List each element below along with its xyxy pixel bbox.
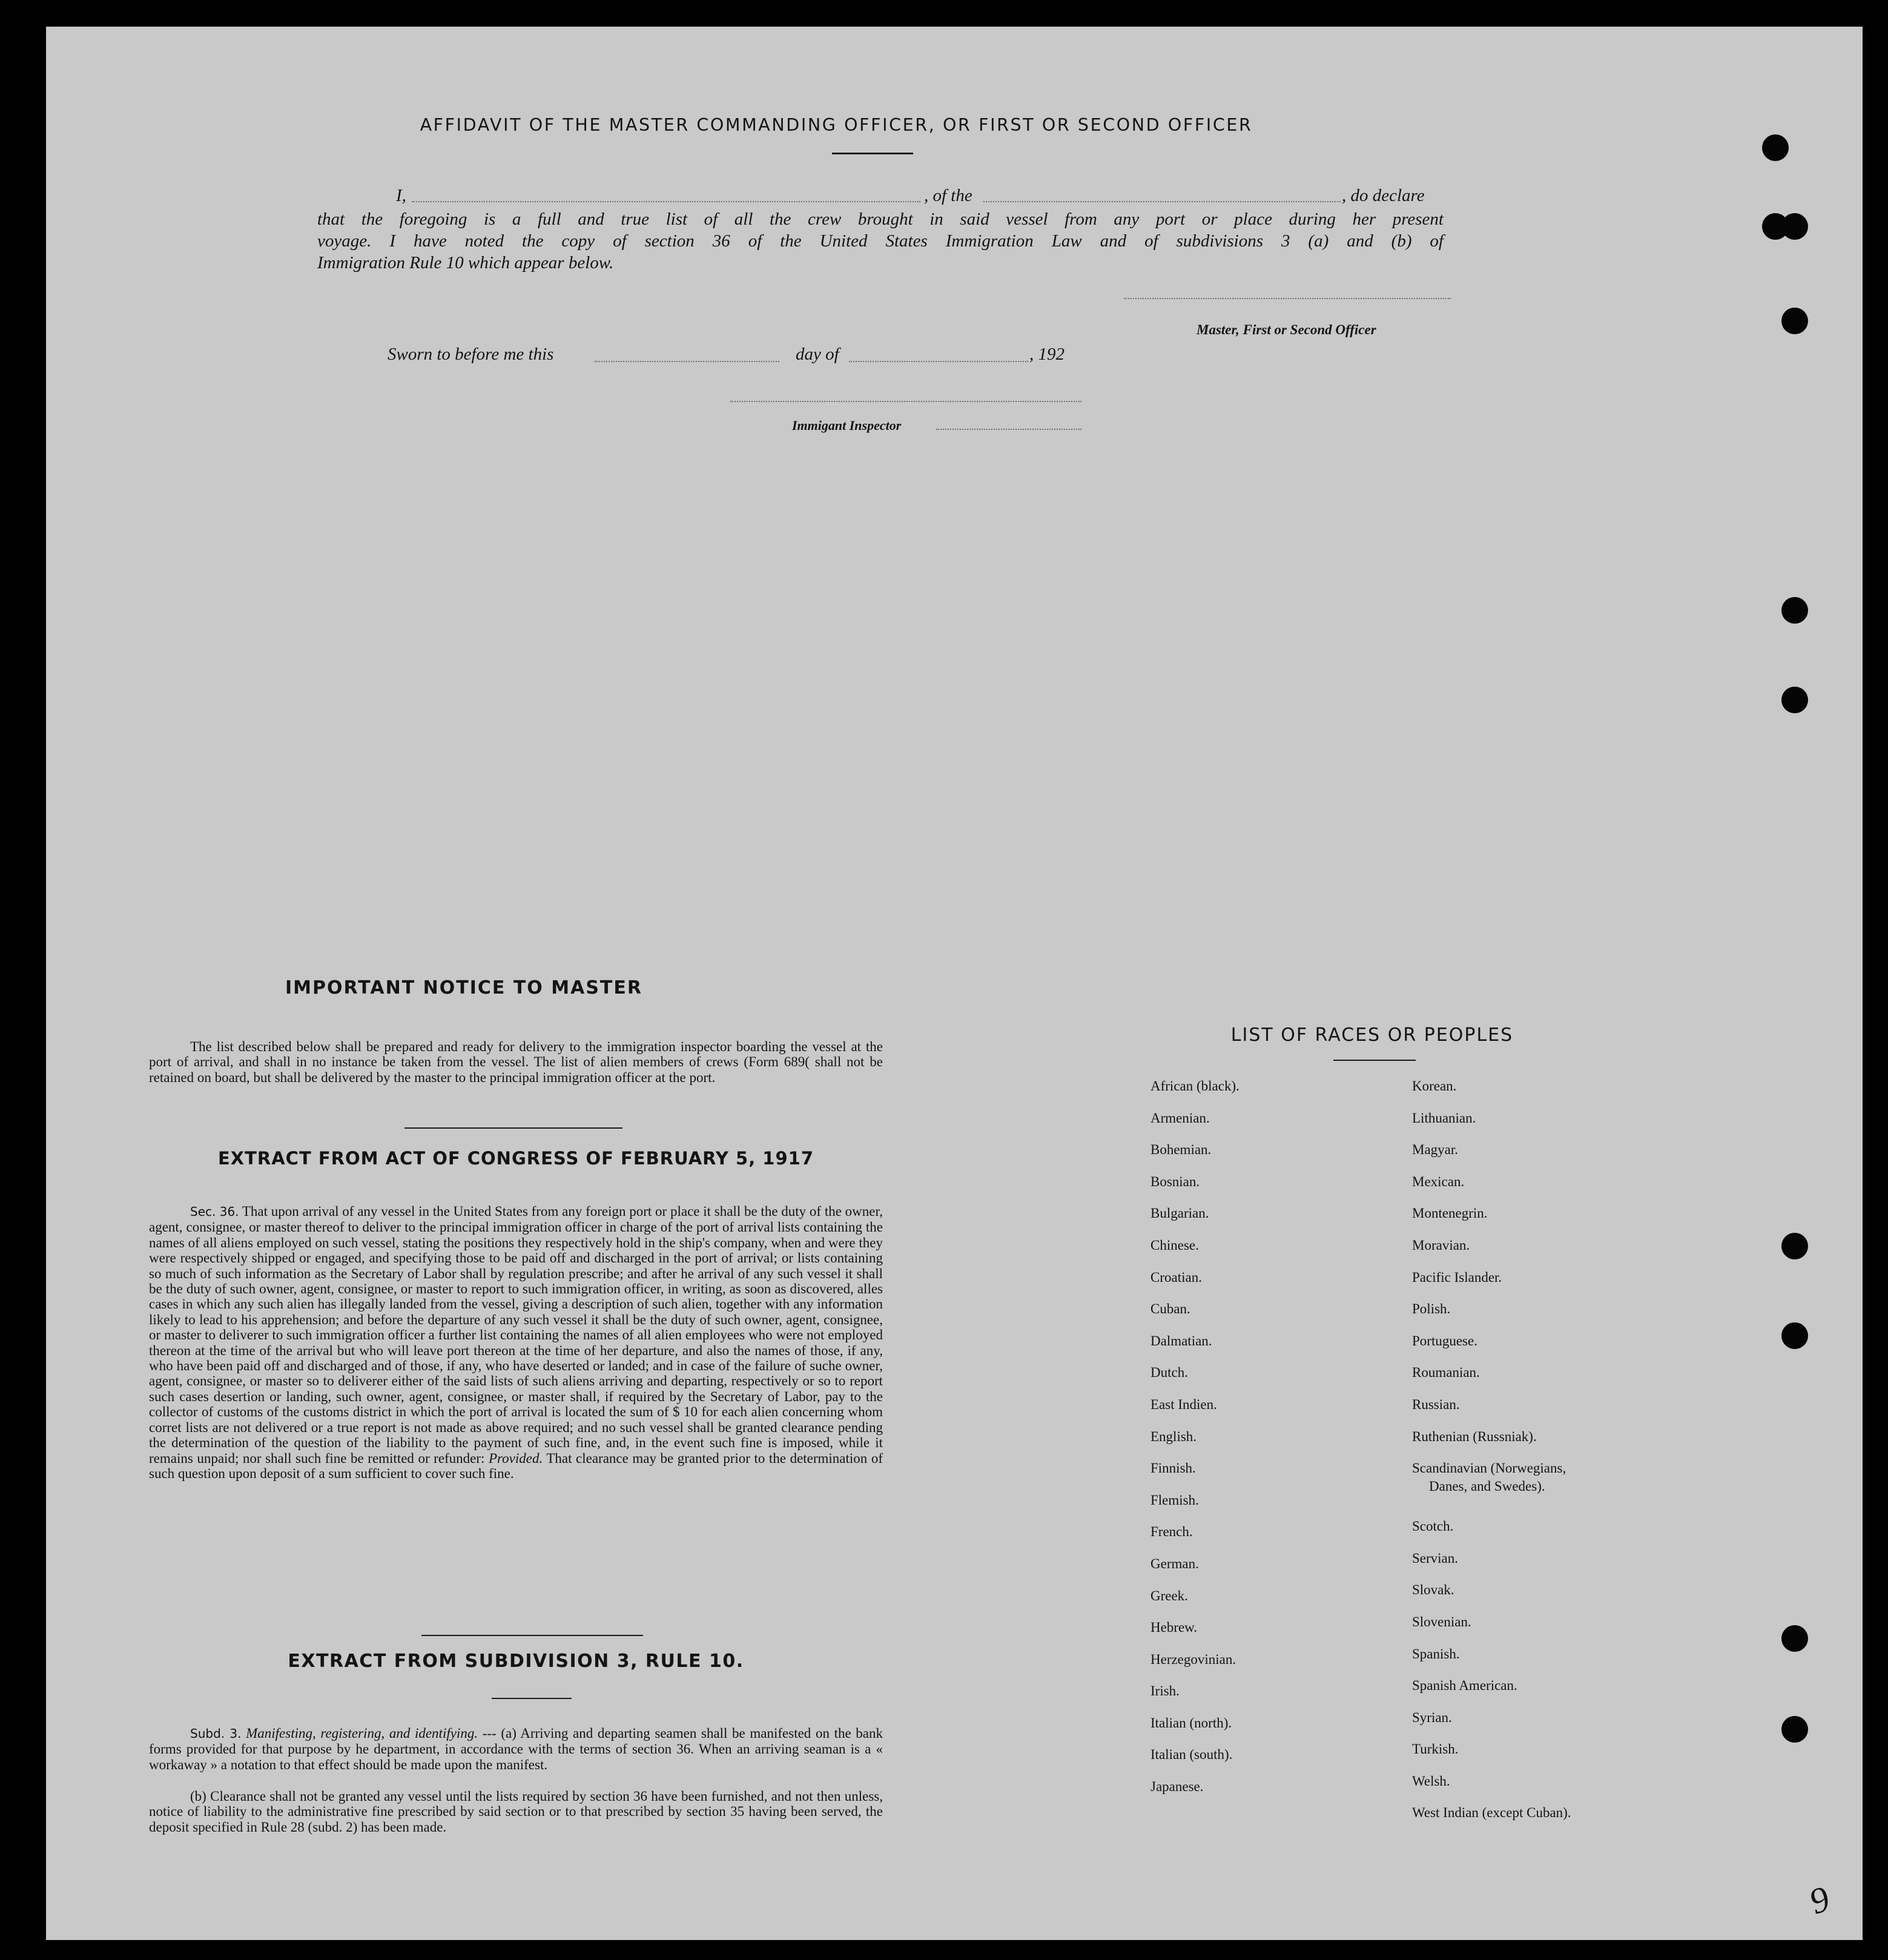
master-signature-label: Master, First or Second Officer bbox=[1197, 322, 1376, 337]
divider bbox=[832, 153, 913, 154]
race-item: Hebrew. bbox=[1150, 1620, 1198, 1635]
race-item: Scandinavian (Norwegians, bbox=[1412, 1460, 1566, 1476]
punch-hole bbox=[1781, 687, 1808, 713]
races-list-left bbox=[1150, 1078, 1239, 1810]
race-item: French. bbox=[1150, 1524, 1193, 1540]
punch-hole bbox=[1781, 597, 1808, 624]
punch-hole bbox=[1781, 1233, 1808, 1259]
race-item: Moravian. bbox=[1412, 1237, 1470, 1253]
affidavit-do-declare: , do declare bbox=[1342, 186, 1425, 205]
rule-para-a: --- (a) Arriving and departing seamen shall be manifested on the bank forms provided for that purpose by he department, in accordance with the terms of section 36. When an arriving seaman is a « workaway » a notation to that effect should be made upon the manifest. bbox=[149, 1726, 883, 1772]
race-item: Roumanian. bbox=[1412, 1365, 1480, 1381]
race-item: Welsh. bbox=[1412, 1773, 1450, 1789]
inspector-label: Immigant Inspector bbox=[792, 418, 902, 433]
race-item: Chinese. bbox=[1150, 1237, 1199, 1253]
notice-text: The list described below shall be prepared and ready for delivery to the immigration inspector boarding the vessel at the port of arrival, and shall in no instance be taken from the vessel. The list of alien members of crews (Form 689( shall not be retained on board, but shall be delivered by the master to the principal immigration officer at the port. bbox=[149, 1039, 883, 1085]
race-item: Herzegovinian. bbox=[1150, 1651, 1236, 1667]
affidavit-title: AFFIDAVIT OF THE MASTER COMMANDING OFFICER, OR FIRST OR SECOND OFFICER bbox=[420, 115, 1253, 135]
race-item: Montenegrin. bbox=[1412, 1206, 1488, 1221]
race-item: Armenian. bbox=[1150, 1110, 1210, 1126]
master-signature-field[interactable] bbox=[1124, 298, 1451, 299]
name-field[interactable] bbox=[412, 201, 920, 202]
year-label: , 192 bbox=[1029, 345, 1064, 364]
race-item: Japanese. bbox=[1150, 1779, 1204, 1795]
race-item: Italian (south). bbox=[1150, 1747, 1233, 1763]
inspector-name-field[interactable] bbox=[936, 429, 1081, 430]
affidavit-line-3: voyage. I have noted the copy of section 36 of the United States Immigration Law and of subdivisions 3 (a) and (b) of bbox=[317, 231, 1444, 251]
race-item: Bosnian. bbox=[1150, 1173, 1200, 1189]
race-item: Spanish American. bbox=[1412, 1678, 1517, 1694]
rule-paragraph-a bbox=[149, 1726, 883, 1772]
race-item: East Indien. bbox=[1150, 1396, 1217, 1412]
race-item: Portuguese. bbox=[1412, 1333, 1477, 1348]
race-item: Lithuanian. bbox=[1412, 1110, 1476, 1126]
punch-hole bbox=[1781, 1322, 1808, 1349]
divider bbox=[492, 1698, 572, 1699]
race-item: Magyar. bbox=[1412, 1142, 1459, 1158]
affidavit-line-2: that the foregoing is a full and true list of all the crew brought in said vessel from any port or place during her present bbox=[317, 210, 1444, 229]
affidavit-i-label: I, bbox=[396, 186, 406, 205]
races-title: LIST OF RACES OR PEOPLES bbox=[1230, 1025, 1514, 1046]
sec-label: Sec. 36. bbox=[190, 1204, 239, 1219]
race-item: Finnish. bbox=[1150, 1460, 1196, 1476]
act-extract-text bbox=[149, 1204, 883, 1481]
day-of-label: day of bbox=[796, 345, 839, 364]
affidavit-line-4: Immigration Rule 10 which appear below. bbox=[317, 253, 614, 272]
act-text: That upon arrival of any vessel in the United States from any foreign port or place it shall be the duty of the owner, agent, consignee, or master thereof to deliver to the principal immigration officer in charge of the port of arrival lists containing the names of all aliens employed on such vessel, stating the positions they respectively hold in the ship's company, when and were they were respectively shipped or engaged, and specifying those to be paid off and discharged in the port of arrival; or lists containing so much of such information as the Secretary of Labor shall by regulation prescribe; and after he arrival of any such vessel it shall be the duty of such owner, agent, consignee, or master to report to such immigration officer, in writing, as soon as discovered, alles cases in which any such alien has illegally landed from the vessel, giving a description of such alien, together with any information likely to lead to his apprehension; and before the departure of any such vessel it shall be the duty of such owner, agent, consignee, or master to deliverer to such immigration officer a further list containing the names of all alien employees who were not employed thereon at the time of the arrival but who will leave port thereon at the time of her departure, and also the names of those, if any, who have been paid off and discharged and of those, if any, who have deserted or landed; and in case of the failure of suche owner, agent, consignee, or master so to deliverer either of the said lists of such aliens arriving and departing, respectively or so to report such cases desertion or landing, such owner, agent, consignee, or master shall, if required by the Secretary of Labor, pay to the collector of customs of the customs district in which the port of arrival is located the sum of $ 10 for each alien concerning whom corret lists are not delivered or a true report is not made as above required; and no such vessel shall be granted clearance pending the determination of the question of the liability to the payment of such fine, and, in the event such fine is imposed, while it remains unpaid; nor shall such fine be remitted or refunder: bbox=[149, 1204, 883, 1466]
race-item: Syrian. bbox=[1412, 1709, 1452, 1725]
subd-label: Subd. 3. bbox=[190, 1726, 242, 1741]
sworn-day-field[interactable] bbox=[595, 361, 779, 362]
race-item: Servian. bbox=[1412, 1550, 1459, 1566]
inspector-signature-field[interactable] bbox=[730, 401, 1081, 402]
act-extract-title: EXTRACT FROM ACT OF CONGRESS OF FEBRUARY 5, 1917 bbox=[217, 1148, 814, 1169]
divider bbox=[404, 1127, 622, 1129]
races-list-right bbox=[1412, 1078, 1571, 1836]
race-item: Pacific Islander. bbox=[1412, 1269, 1502, 1285]
race-item: Dutch. bbox=[1150, 1365, 1188, 1381]
subd-heading: Manifesting, registering, and identifying. bbox=[246, 1726, 478, 1741]
race-item: Danes, and Swedes). bbox=[1429, 1479, 1545, 1494]
rule-paragraph-b: (b) Clearance shall not be granted any vessel until the lists required by section 36 have been furnished, and not then unless, notice of liability to the administrative fine prescribed by said section or to that prescribed by section 35 having been served, the deposit specified in Rule 28 (subd. 2) has been made. bbox=[149, 1789, 883, 1835]
punch-hole bbox=[1781, 1716, 1808, 1743]
divider bbox=[421, 1635, 643, 1636]
race-item: Irish. bbox=[1150, 1683, 1180, 1699]
race-item: Bohemian. bbox=[1150, 1142, 1212, 1158]
race-item: German. bbox=[1150, 1556, 1199, 1571]
punch-hole bbox=[1762, 134, 1789, 161]
race-item: Flemish. bbox=[1150, 1492, 1199, 1508]
page-number-mark: 9 bbox=[1804, 1878, 1835, 1922]
race-item: Italian (north). bbox=[1150, 1715, 1232, 1731]
race-item: Greek. bbox=[1150, 1588, 1188, 1603]
provided-label: Provided. bbox=[489, 1450, 543, 1466]
race-item: Spanish. bbox=[1412, 1646, 1460, 1661]
sworn-label: Sworn to before me this bbox=[388, 345, 554, 364]
race-item: West Indian (except Cuban). bbox=[1412, 1805, 1571, 1821]
rule-extract-title: EXTRACT FROM SUBDIVISION 3, RULE 10. bbox=[288, 1651, 744, 1672]
race-item: Turkish. bbox=[1412, 1741, 1459, 1757]
race-item: Slovenian. bbox=[1412, 1614, 1471, 1629]
punch-hole bbox=[1781, 213, 1808, 240]
punch-hole bbox=[1781, 1625, 1808, 1652]
race-item: Cuban. bbox=[1150, 1301, 1190, 1317]
race-item: Croatian. bbox=[1150, 1269, 1202, 1285]
race-item: Mexican. bbox=[1412, 1173, 1465, 1189]
race-item: Dalmatian. bbox=[1150, 1333, 1212, 1348]
race-item: African (black). bbox=[1150, 1078, 1239, 1094]
divider bbox=[1333, 1060, 1416, 1061]
act-text-end: That clearance may be granted prior to the determination of such question upon deposit of a sum sufficient to cover such fine. bbox=[149, 1450, 883, 1481]
punch-hole bbox=[1781, 308, 1808, 334]
sworn-month-field[interactable] bbox=[849, 361, 1028, 362]
race-item: Polish. bbox=[1412, 1301, 1451, 1317]
vessel-field[interactable] bbox=[983, 201, 1341, 202]
race-item: Ruthenian (Russniak). bbox=[1412, 1428, 1537, 1444]
race-item: Korean. bbox=[1412, 1078, 1457, 1094]
race-item: Bulgarian. bbox=[1150, 1206, 1209, 1221]
race-item: Scotch. bbox=[1412, 1519, 1454, 1534]
document-page bbox=[46, 27, 1863, 1940]
affidavit-of-the: , of the bbox=[924, 186, 972, 205]
race-item: English. bbox=[1150, 1428, 1197, 1444]
race-item: Russian. bbox=[1412, 1396, 1460, 1412]
notice-title: IMPORTANT NOTICE TO MASTER bbox=[285, 977, 642, 998]
race-item: Slovak. bbox=[1412, 1582, 1454, 1598]
